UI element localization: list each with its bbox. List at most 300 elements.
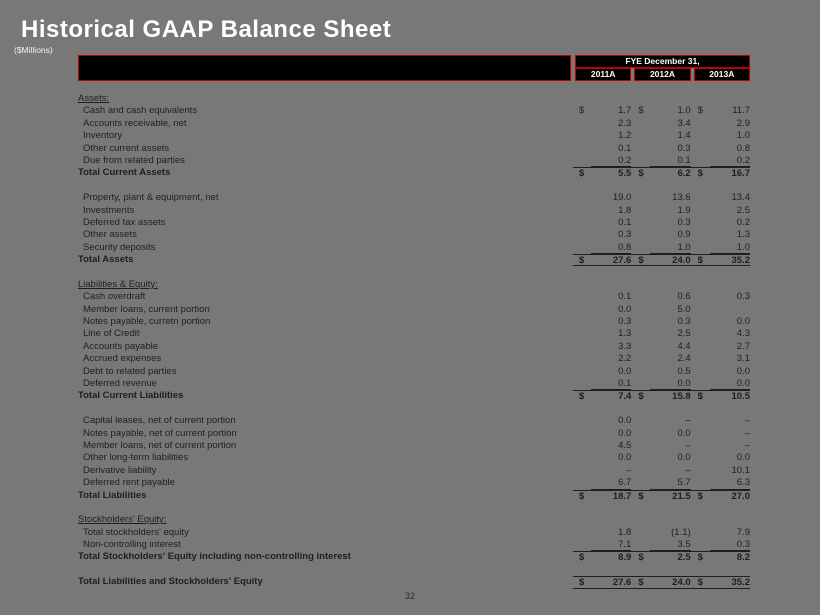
value-cell [694, 217, 750, 229]
table-row-item [78, 366, 750, 378]
currency-symbol: $ [579, 105, 585, 117]
value-cell [575, 452, 631, 464]
value: 4.3 [736, 328, 750, 340]
value: 0.3 [618, 229, 632, 241]
value-cell [634, 539, 690, 551]
row-values [573, 539, 750, 551]
currency-symbol [634, 130, 650, 142]
value: 1.7 [618, 105, 632, 117]
value-cell [575, 328, 631, 340]
value-cell [634, 452, 690, 464]
value: 0.0 [618, 303, 632, 315]
value-cell [694, 440, 750, 452]
currency-symbol [634, 477, 650, 489]
currency-symbol: $ [697, 105, 703, 117]
value-cell [575, 118, 631, 130]
value: 2.4 [677, 353, 691, 365]
currency-symbol [634, 378, 650, 390]
value-cell [694, 105, 750, 117]
currency-symbol [575, 143, 591, 155]
value: 0.0 [618, 415, 632, 427]
row-values [573, 254, 750, 266]
value-cell [575, 168, 631, 179]
column-header-2011a: 2011A [575, 68, 631, 81]
row-label: Security deposits [83, 241, 156, 253]
value: 5.7 [650, 477, 690, 489]
row-values [573, 366, 750, 378]
value-cell [575, 155, 631, 167]
value-cell [634, 291, 690, 303]
value-cell [634, 217, 690, 229]
value-cell [575, 242, 631, 254]
value: 3.4 [677, 117, 691, 129]
value-cell [634, 477, 690, 489]
row-label: Accounts receivable, net [83, 117, 187, 129]
row-label: Notes payable, net of current portion [83, 427, 237, 439]
row-label: Deferred revenue [83, 377, 157, 389]
value-cell [694, 577, 750, 587]
currency-symbol [575, 229, 591, 241]
currency-symbol [575, 316, 591, 328]
value: 0.3 [677, 216, 691, 228]
value: 0.8 [591, 242, 631, 254]
row-label: Other long-term liabilities [83, 452, 189, 464]
value-cell [694, 341, 750, 353]
row-label: Other assets [83, 229, 137, 241]
value: 0.3 [618, 316, 632, 328]
currency-symbol [575, 452, 591, 464]
row-values [573, 155, 750, 167]
value: 0.0 [677, 452, 691, 464]
currency-symbol [575, 477, 591, 489]
value: 0.2 [591, 155, 631, 167]
value-cell [634, 341, 690, 353]
value: 0.2 [710, 155, 750, 167]
table-row-item [78, 192, 750, 204]
table-row-total [78, 490, 750, 502]
row-label: Due from related parties [83, 154, 185, 166]
currency-symbol [575, 304, 591, 316]
fye-group-header: FYE December 31, [575, 55, 750, 68]
row-values [573, 105, 750, 117]
row-values [573, 353, 750, 365]
currency-symbol [634, 229, 650, 241]
row-label: Total Current Assets [78, 167, 171, 179]
currency-symbol [575, 118, 591, 130]
table-row-item [78, 415, 750, 427]
value: 27.6 [612, 577, 632, 589]
currency-symbol [634, 353, 650, 365]
value-cell [694, 304, 750, 316]
value: – [744, 415, 750, 427]
value: 7.1 [591, 539, 631, 551]
currency-symbol [575, 130, 591, 142]
table-row-spacer [78, 266, 750, 278]
value-cell [575, 440, 631, 452]
table-row-item [78, 304, 750, 316]
table-row-item [78, 118, 750, 130]
row-label: Total stockholders' equity [83, 526, 189, 538]
column-header-2013a: 2013A [694, 68, 750, 81]
row-label: Derivative liability [83, 464, 157, 476]
value-cell [694, 242, 750, 254]
table-row-total [78, 254, 750, 266]
currency-symbol [694, 291, 710, 303]
row-values [573, 576, 750, 588]
value-cell [634, 229, 690, 241]
row-values [573, 205, 750, 217]
value: – [685, 464, 691, 476]
row-values [573, 465, 750, 477]
currency-symbol [575, 440, 591, 452]
currency-symbol [694, 415, 710, 427]
value: 0.0 [650, 378, 690, 390]
value-cell [634, 366, 690, 378]
currency-symbol: $ [638, 255, 644, 267]
value: 0.0 [736, 316, 750, 328]
value: 3.5 [650, 539, 690, 551]
currency-symbol [575, 242, 591, 254]
value: 0.9 [677, 229, 691, 241]
value: 2.7 [736, 340, 750, 352]
value: – [685, 439, 691, 451]
row-values [573, 390, 750, 402]
value-cell [694, 366, 750, 378]
value: 1.3 [618, 328, 632, 340]
currency-symbol [575, 217, 591, 229]
table-row-item [78, 527, 750, 539]
currency-symbol [575, 205, 591, 217]
row-label: Property, plant & equipment, net [83, 192, 219, 204]
value-cell [575, 143, 631, 155]
value-cell [634, 415, 690, 427]
row-label: Cash and cash equivalents [83, 105, 198, 117]
currency-symbol: $ [579, 255, 585, 267]
currency-symbol [694, 341, 710, 353]
row-values [573, 415, 750, 427]
value: 7.4 [618, 391, 632, 403]
row-label: Deferred rent payable [83, 477, 175, 489]
currency-symbol: $ [579, 168, 585, 180]
value: 27.0 [731, 490, 750, 502]
value-cell [634, 552, 690, 563]
value-cell [575, 415, 631, 427]
currency-symbol: $ [579, 552, 585, 564]
value: 35.2 [731, 255, 750, 267]
value-cell [575, 477, 631, 489]
value-cell [694, 143, 750, 155]
value: 1.8 [618, 204, 632, 216]
value: 8.2 [736, 552, 750, 564]
value-cell [575, 217, 631, 229]
currency-symbol: $ [638, 552, 644, 564]
value: 7.9 [736, 526, 750, 538]
currency-symbol [634, 366, 650, 378]
currency-symbol [634, 205, 650, 217]
currency-symbol [694, 304, 710, 316]
value-cell [634, 255, 690, 265]
value-cell [634, 316, 690, 328]
currency-symbol [694, 477, 710, 489]
row-values [573, 291, 750, 303]
value-cell [634, 242, 690, 254]
table-row-total [78, 551, 750, 563]
table-header-years [575, 55, 750, 81]
page-title: Historical GAAP Balance Sheet [21, 16, 392, 43]
value [710, 304, 750, 316]
value-cell [575, 491, 631, 502]
currency-symbol [575, 291, 591, 303]
value: 2.5 [677, 552, 691, 564]
currency-symbol [634, 452, 650, 464]
value: 0.1 [650, 155, 690, 167]
currency-symbol [694, 428, 710, 440]
value: 0.0 [736, 452, 750, 464]
currency-symbol: $ [638, 577, 644, 589]
row-values [573, 527, 750, 539]
value: 0.0 [618, 365, 632, 377]
currency-symbol [575, 527, 591, 539]
row-label: Deferred tax assets [83, 216, 166, 228]
table-row-spacer [78, 180, 750, 192]
value: 10.1 [731, 464, 750, 476]
table-row-item [78, 477, 750, 489]
table-row-item [78, 217, 750, 229]
value: 0.0 [736, 365, 750, 377]
value-cell [575, 428, 631, 440]
value: 0.8 [736, 142, 750, 154]
currency-symbol [634, 428, 650, 440]
row-values [573, 167, 750, 179]
currency-symbol [694, 378, 710, 390]
value: 2.3 [618, 117, 632, 129]
value-cell [634, 391, 690, 402]
value: 24.0 [672, 577, 691, 589]
currency-symbol [634, 539, 650, 551]
year-column-headers [575, 68, 750, 81]
value: 0.3 [677, 142, 691, 154]
row-values [573, 428, 750, 440]
currency-symbol [634, 341, 650, 353]
row-label: Total Liabilities and Stockholders' Equity [78, 576, 263, 588]
value-cell [575, 353, 631, 365]
value-cell [575, 391, 631, 402]
value-cell [694, 255, 750, 265]
table-row-item [78, 105, 750, 117]
value: 6.2 [677, 168, 691, 180]
table-row-item [78, 452, 750, 464]
value-cell [694, 155, 750, 167]
currency-symbol: $ [579, 391, 585, 403]
value-cell [694, 452, 750, 464]
row-label: Notes payable, curretn portion [83, 316, 211, 328]
value-cell [575, 552, 631, 563]
value-cell [634, 105, 690, 117]
value: 2.5 [677, 328, 691, 340]
value: 2.9 [736, 117, 750, 129]
value-cell [634, 143, 690, 155]
value-cell [575, 105, 631, 117]
value: 24.0 [672, 255, 691, 267]
value: 1.2 [618, 130, 632, 142]
row-label: Total Assets [78, 254, 134, 266]
row-label: Non-controlling interest [83, 539, 181, 551]
currency-symbol: $ [697, 255, 703, 267]
row-values [573, 316, 750, 328]
value: – [685, 415, 691, 427]
value-cell [694, 118, 750, 130]
value-cell [694, 527, 750, 539]
value-cell [575, 304, 631, 316]
value: 0.1 [618, 216, 632, 228]
value-cell [694, 552, 750, 563]
value-cell [694, 291, 750, 303]
value: 13.6 [672, 192, 691, 204]
currency-symbol [694, 155, 710, 167]
value: 1.0 [650, 242, 690, 254]
value: 0.6 [677, 291, 691, 303]
currency-symbol [694, 205, 710, 217]
value-cell [575, 577, 631, 587]
table-row-total [78, 390, 750, 402]
value-cell [634, 378, 690, 390]
currency-symbol: $ [638, 490, 644, 502]
currency-symbol [634, 465, 650, 477]
currency-symbol [694, 229, 710, 241]
value: 13.4 [731, 192, 750, 204]
value: 0.3 [736, 291, 750, 303]
currency-symbol: $ [697, 577, 703, 589]
value: 10.5 [731, 391, 750, 403]
value: – [744, 427, 750, 439]
value-cell [634, 428, 690, 440]
currency-symbol [575, 428, 591, 440]
row-values [573, 118, 750, 130]
value: – [744, 439, 750, 451]
currency-symbol [575, 353, 591, 365]
table-row-item [78, 440, 750, 452]
table-row-section [78, 93, 750, 105]
value: 0.0 [618, 427, 632, 439]
row-values [573, 229, 750, 241]
table-row-section [78, 514, 750, 526]
currency-symbol [575, 192, 591, 204]
table-row-item [78, 465, 750, 477]
value-cell [694, 130, 750, 142]
value-cell [634, 527, 690, 539]
currency-symbol [694, 328, 710, 340]
row-label: Stockholders' Equity: [78, 514, 167, 526]
currency-symbol [634, 291, 650, 303]
value-cell [694, 477, 750, 489]
value-cell [694, 205, 750, 217]
table-row-item [78, 242, 750, 254]
table-row-item [78, 229, 750, 241]
value: 6.3 [710, 477, 750, 489]
row-values [573, 551, 750, 563]
units-label: ($Millions) [14, 45, 53, 55]
table-row-section [78, 279, 750, 291]
value: 27.6 [612, 255, 632, 267]
value: 21.5 [672, 490, 691, 502]
currency-symbol [575, 378, 591, 390]
row-label: Investments [83, 204, 135, 216]
table-row-item [78, 130, 750, 142]
value-cell [575, 255, 631, 265]
value-cell [575, 341, 631, 353]
row-label: Line of Credit [83, 328, 140, 340]
currency-symbol [694, 465, 710, 477]
value: 19.0 [612, 192, 632, 204]
value-cell [634, 168, 690, 179]
currency-symbol [694, 527, 710, 539]
table-row-item [78, 341, 750, 353]
currency-symbol [694, 118, 710, 130]
currency-symbol [634, 118, 650, 130]
value: 1.9 [677, 204, 691, 216]
currency-symbol [575, 415, 591, 427]
value-cell [575, 527, 631, 539]
value-cell [694, 491, 750, 502]
value-cell [575, 130, 631, 142]
value-cell [575, 539, 631, 551]
value: 1.0 [710, 242, 750, 254]
value: (1.1) [671, 526, 691, 538]
value-cell [634, 155, 690, 167]
value: 1.8 [618, 526, 632, 538]
table-row-spacer [78, 502, 750, 514]
value-cell [694, 539, 750, 551]
value-cell [634, 205, 690, 217]
row-label: Inventory [83, 130, 123, 142]
row-values [573, 304, 750, 316]
currency-symbol [694, 217, 710, 229]
value: 11.7 [732, 105, 750, 117]
value: – [626, 464, 632, 476]
value-cell [634, 118, 690, 130]
table-row-item [78, 205, 750, 217]
row-values [573, 130, 750, 142]
row-values [573, 440, 750, 452]
currency-symbol [694, 353, 710, 365]
row-values [573, 378, 750, 390]
currency-symbol [634, 304, 650, 316]
row-values [573, 452, 750, 464]
currency-symbol: $ [579, 577, 585, 589]
currency-symbol [575, 465, 591, 477]
value-cell [634, 465, 690, 477]
value: 1.0 [736, 130, 750, 142]
table-body [78, 93, 750, 589]
currency-symbol [575, 539, 591, 551]
value: 0.1 [618, 291, 632, 303]
table-row-item [78, 539, 750, 551]
value-cell [694, 168, 750, 179]
row-label: Cash overdraft [83, 291, 146, 303]
value-cell [634, 328, 690, 340]
value: 0.0 [618, 452, 632, 464]
currency-symbol [634, 527, 650, 539]
currency-symbol [694, 242, 710, 254]
value-cell [575, 378, 631, 390]
row-values [573, 490, 750, 502]
currency-symbol [694, 143, 710, 155]
table-row-item [78, 316, 750, 328]
currency-symbol: $ [638, 105, 644, 117]
value-cell [575, 192, 631, 204]
currency-symbol [575, 366, 591, 378]
table-row-spacer [78, 403, 750, 415]
